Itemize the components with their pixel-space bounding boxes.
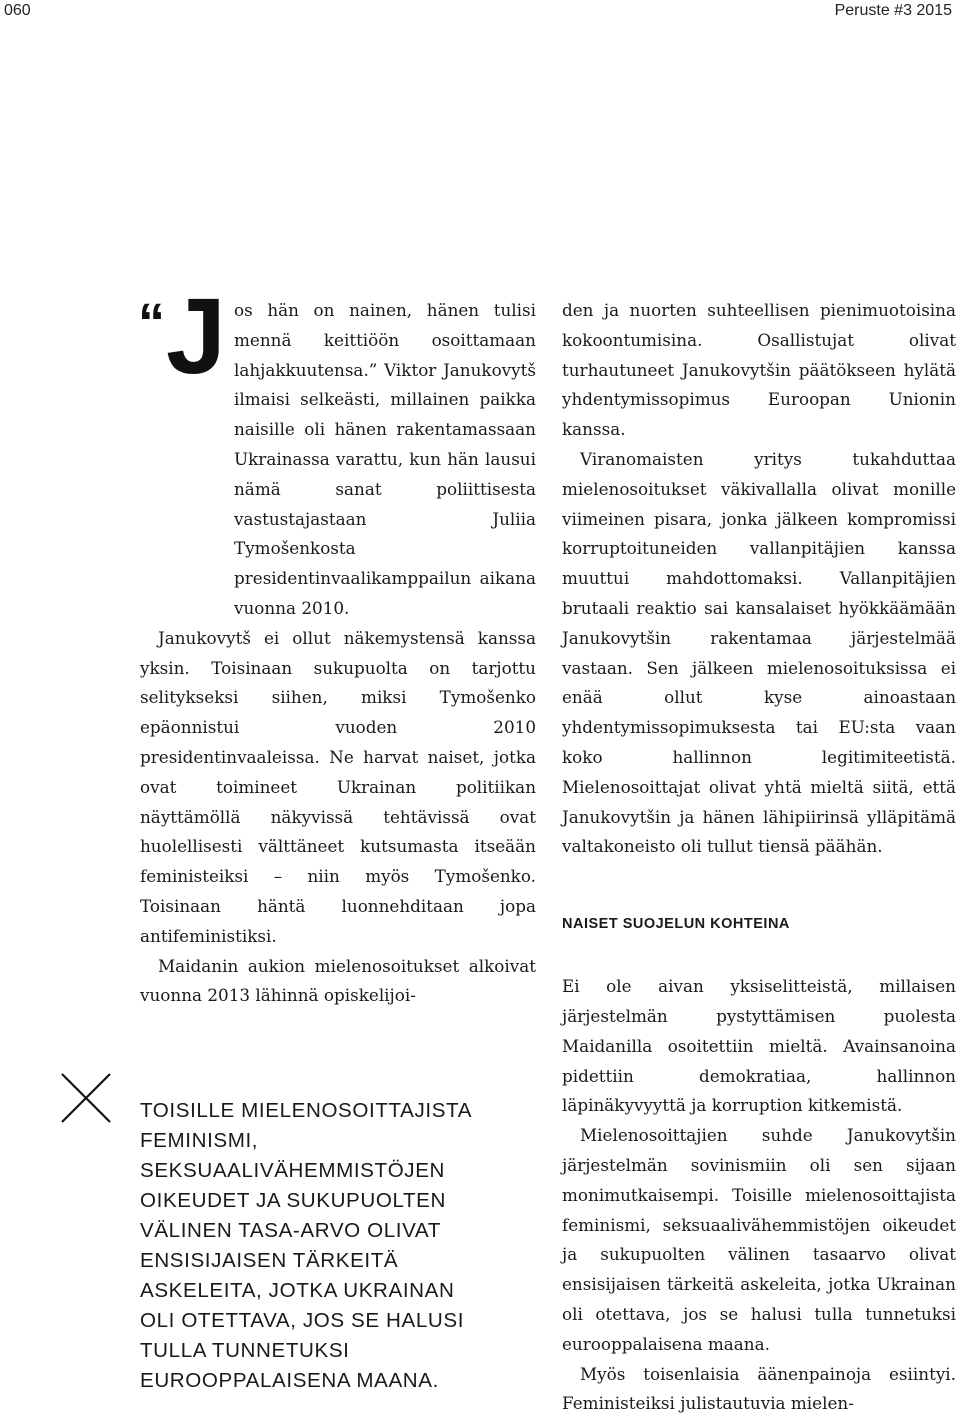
right-column — [562, 296, 956, 1419]
body-paragraph: Maidanin aukion mielenosoitukset alkoivat vuonna 2013 lähinnä opiskelijoi- — [140, 955, 536, 1006]
body-paragraph: Viranomaisten yritys tukahduttaa mielenosoitukset väkivallalla olivat monille viimeinen pisara, jonka jälkeen kompromissi korruptoituneiden vallanpitäjien kanssa muuttui mahdottomaksi. Vallanpitäjien brutaali reaktio sai kansalaiset hyökkäämään Janukovytšin rakentamaa järjestelmää vastaan. Sen jälkeen mielenosoituksissa ei enää ollut kyse ainoastaan yhdentymissopimuksesta tai EU:sta vaan koko hallinnon legitimiteetistä. Mielenosoittajat olivat yhtä mieltä siitä, että Janukovytšin ja hänen lähipiirinsä ylläpitämä valtakoneisto oli tullut tiensä päähän. — [562, 448, 956, 857]
body-paragraph: Janukovytš ei ollut näkemystensä kanssa yksin. Toisinaan sukupuolta on tarjottu selitykseksi siihen, miksi Tymošenko epäonnistui vuoden 2010 presidentinvaaleissa. Ne harvat naiset, jotka ovat toimineet Ukrainan politiikan näyttämöllä näkyvissä tehtävissä ovat huolellisesti välttäneet kutsumasta itseään feministeiksi – niin myös Tymošenko. Toisinaan häntä luonnehditaan jopa antifeministiksi. — [140, 627, 536, 946]
body-paragraph: den ja nuorten suhteellisen pienimuotoisina kokoontumisina. Osallistujat olivat turhautuneet Janukovytšin päätökseen hylätä yhdentymissopimus Euroopan Unionin kanssa. — [562, 300, 956, 440]
drop-cap: J — [166, 275, 227, 396]
cross-icon — [60, 1072, 112, 1124]
lead-paragraph: os hän on nainen, hänen tulisi mennä keittiöön osoittamaan lahjakkuutensa.” Viktor Janukovytš ilmaisi selkeästi, millainen paikka naisille oli hänen rakentamassaan Ukrainassa varattu, kun hän lausui nämä sanat poliittisesta vastustajastaan Juliia Tymošenkosta presidentinvaalikamppailun aikana vuonna 2010. — [234, 300, 536, 618]
page-header — [0, 0, 960, 28]
section-subheading: NAISET SUOJELUN KOHTEINA — [562, 916, 790, 933]
body-paragraph: Myös toisenlaisia äänenpainoja esiintyi. Feministeiksi julistautuvia mielen- — [562, 1363, 956, 1414]
pull-quote: TOISILLE MIELENOSOITTAJISTA FEMINISMI, SEKSUAALIVÄHEMMISTÖJEN OIKEUDET JA SUKUPUOLTEN VÄLINEN TASA-ARVO OLIVAT ENSISIJAISEN TÄRKEITÄ ASKELEITA, JOTKA UKRAINAN OLI OTETTAVA, JOS SE HALUSI TULLA TUNNETUKSI EUROOPPALAISENA MAANA. — [140, 1099, 471, 1392]
left-column — [138, 293, 536, 1011]
page-number: 060 — [4, 2, 31, 19]
opening-quote-mark: “ — [138, 293, 161, 353]
issue-label: Peruste #3 2015 — [834, 2, 952, 19]
body-paragraph: Ei ole aivan yksiselitteistä, millaisen järjestelmän pystyttämisen puolesta Maidanilla osoitettiin mieltä. Avainsanoina pidettiin demokratiaa, hallinnon läpinäkyvyyttä ja korruption kitkemistä. — [562, 976, 956, 1116]
body-paragraph: Mielenosoittajien suhde Janukovytšin järjestelmän sovinismiin oli sen sijaan monimutkaisempi. Toisille mielenosoittajista feminismi, seksuaalivähemmistöjen oikeudet ja sukupuolten välinen tasaarvo olivat ensisijaisen tärkeitä askeleita, jotka Ukrainan oli otettava, jos se halusi tulla tunnetuksi eurooppalaisena maana. — [562, 1125, 956, 1354]
